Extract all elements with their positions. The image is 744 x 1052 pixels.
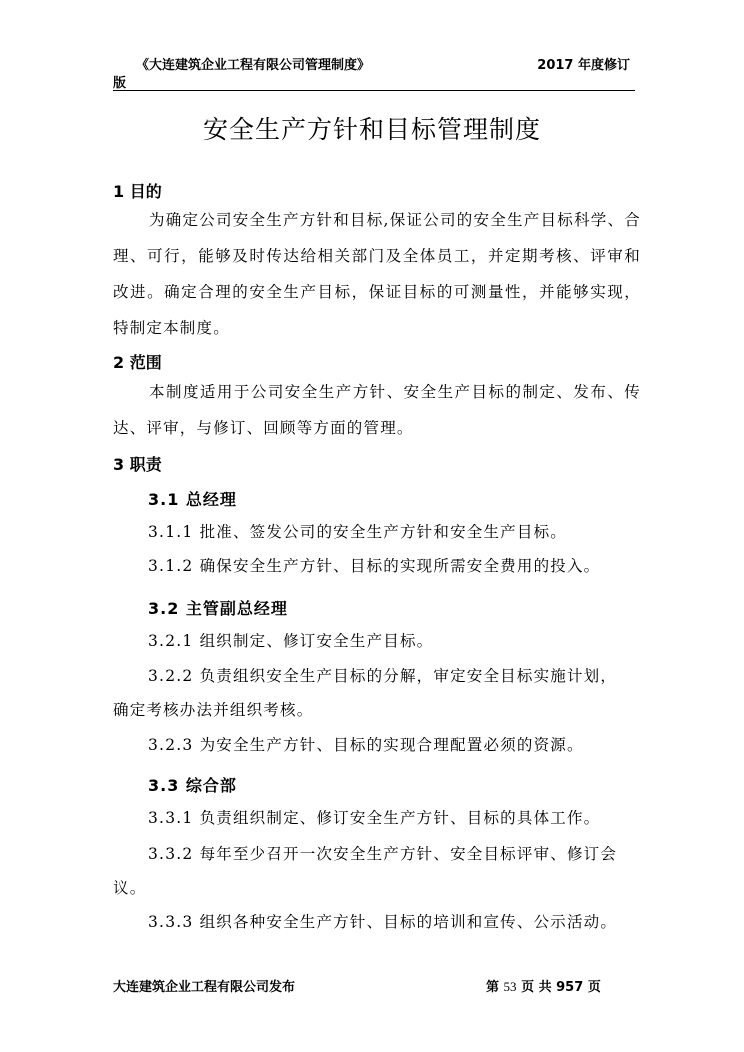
section-3-3-heading: 3.3 综合部 [148, 776, 237, 795]
item-3-1-2: 3.1.2 确保安全生产方针、目标的实现所需安全费用的投入。 [148, 557, 601, 575]
item-3-2-3: 3.2.3 为安全生产方针、目标的实现合理配置必须的资源。 [148, 736, 584, 754]
footer-page-prefix: 第 [486, 980, 500, 995]
header-revision-wrap: 版 [113, 76, 127, 91]
footer-page-mid: 页 共 [521, 980, 552, 995]
section-1-heading: 1 目的 [113, 182, 162, 201]
item-3-3-2-continued: 议。 [113, 879, 147, 897]
footer-publisher: 大连建筑企业工程有限公司发布 [113, 980, 296, 995]
section-2-heading: 2 范围 [113, 353, 162, 372]
header-doc-title: 《大连建筑企业工程有限公司管理制度》 [136, 58, 371, 73]
item-3-2-1: 3.2.1 组织制定、修订安全生产目标。 [148, 632, 434, 650]
footer-page-info [486, 976, 601, 995]
section-3-2-heading: 3.2 主管副总经理 [148, 599, 288, 618]
item-3-3-3: 3.3.3 组织各种安全生产方针、目标的培训和宣传、公示活动。 [148, 913, 618, 931]
header-revision: 2017 年度修订 [537, 58, 630, 73]
section-1-paragraph: 为确定公司安全生产方针和目标,保证公司的安全生产目标科学、合理、可行，能够及时传达给相关部门及全体员工，并定期考核、评审和改进。确定合理的安全生产目标，保证目标的可测量性，并能够实现，特制定本制度。 [113, 211, 641, 337]
footer-page-number: 53 [503, 979, 517, 994]
section-3-heading: 3 职责 [113, 455, 162, 474]
item-3-1-1: 3.1.1 批准、签发公司的安全生产方针和安全生产目标。 [148, 523, 567, 541]
item-3-2-2: 3.2.2 负责组织安全生产目标的分解，审定安全目标实施计划， [148, 667, 618, 685]
section-2-paragraph: 本制度适用于公司安全生产方针、安全生产目标的制定、发布、传达、评审，与修订、回顾等方面的管理。 [113, 383, 641, 437]
section-3-1-heading: 3.1 总经理 [148, 490, 237, 509]
footer-page-total: 957 [556, 980, 584, 995]
header-rule [113, 90, 635, 91]
page-title: 安全生产方针和目标管理制度 [202, 115, 541, 144]
footer-page-suffix: 页 [587, 980, 601, 995]
item-3-2-2-continued: 确定考核办法并组织考核。 [113, 701, 314, 719]
item-3-3-1: 3.3.1 负责组织制定、修订安全生产方针、目标的具体工作。 [148, 809, 601, 827]
item-3-3-2: 3.3.2 每年至少召开一次安全生产方针、安全目标评审、修订会 [148, 845, 618, 863]
